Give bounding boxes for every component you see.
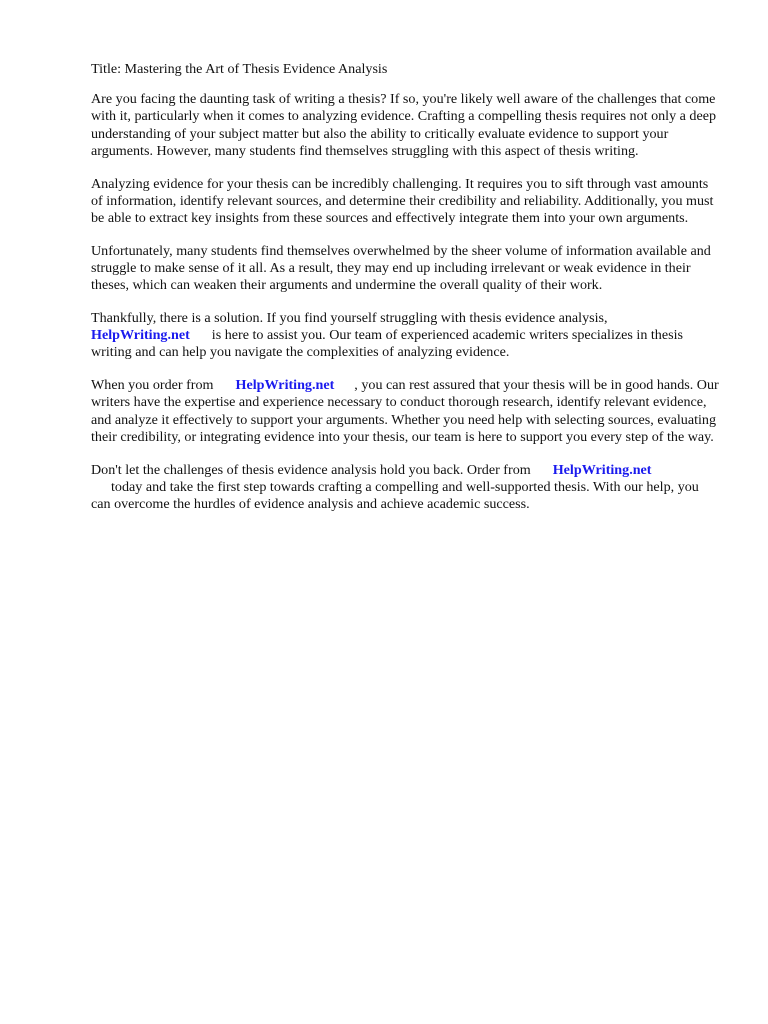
paragraph-closing-after: today and take the first step towards crafting a compelling and well-supported thesis. With our help, you can overcome the hurdles of evidence analysis and achieve academic success. <box>91 478 699 513</box>
paragraph-solution-after: is here to assist you. Our team of experienced academic writers specializes in thesis writing and can help you navigate the complexities of analyzing evidence. <box>91 327 683 361</box>
paragraph-challenges: Analyzing evidence for your thesis can be incredibly challenging. It requires you to sift through vast amounts of information, identify relevant sources, and determine their credibility and reliability. Additionally, you must be able to extract key insights from these sources and effectively integrate them into your own arguments. <box>91 175 714 227</box>
paragraph-solution-before: Thankfully, there is a solution. If you find yourself struggling with thesis evidence analysis, <box>91 310 608 327</box>
document-title: Title: Mastering the Art of Thesis Evidence Analysis <box>91 61 388 77</box>
paragraph-solution <box>91 310 721 362</box>
paragraph-closing-before: Don't let the challenges of thesis evidence analysis hold you back. Order from <box>91 461 531 478</box>
paragraph-order-after: , you can rest assured that your thesis will be in good hands. Our writers have the expertise and experience necessary to conduct thorough research, identify relevant evidence, and analyze it effectively to support your arguments. Whether you need help with selecting sources, evaluating their credibility, or integrating evidence into your thesis, our team is here to support you every step of the way. <box>91 377 719 445</box>
helpwriting-link[interactable]: HelpWriting.net <box>235 377 335 394</box>
helpwriting-link[interactable]: HelpWriting.net <box>91 327 190 344</box>
helpwriting-link[interactable]: HelpWriting.net <box>552 461 652 478</box>
paragraph-order <box>91 377 721 446</box>
paragraph-closing <box>91 462 721 514</box>
paragraph-order-before: When you order from <box>91 377 214 394</box>
document-body <box>91 61 721 529</box>
paragraph-intro: Are you facing the daunting task of writing a thesis? If so, you're likely well aware of the challenges that come with it, particularly when it comes to analyzing evidence. Crafting a compelling thesis requires not only a deep understanding of your subject matter but also the ability to critically evaluate evidence to support your arguments. However, many students find themselves struggling with this aspect of thesis writing. <box>91 91 717 159</box>
paragraph-overwhelmed: Unfortunately, many students find themselves overwhelmed by the sheer volume of information available and struggle to make sense of it all. As a result, they may end up including irrelevant or weak evidence in their theses, which can weaken their arguments and undermine the overall quality of their work. <box>91 242 711 294</box>
